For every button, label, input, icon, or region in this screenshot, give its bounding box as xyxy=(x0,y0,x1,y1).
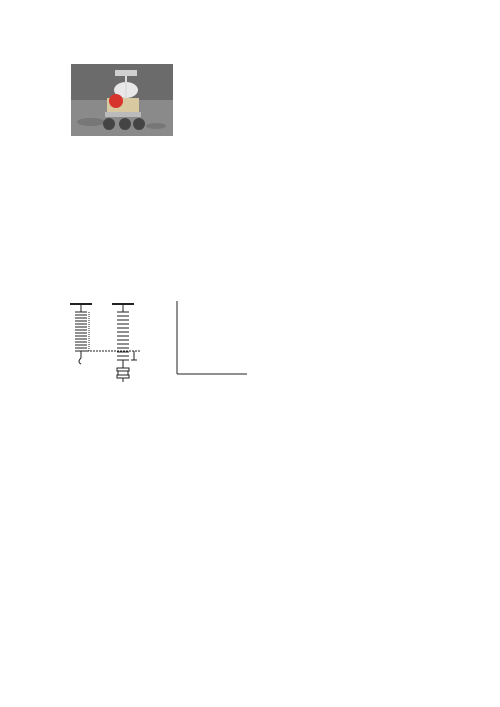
figure-b xyxy=(154,296,274,406)
rover-photo xyxy=(71,64,173,136)
figure-a xyxy=(64,296,164,406)
